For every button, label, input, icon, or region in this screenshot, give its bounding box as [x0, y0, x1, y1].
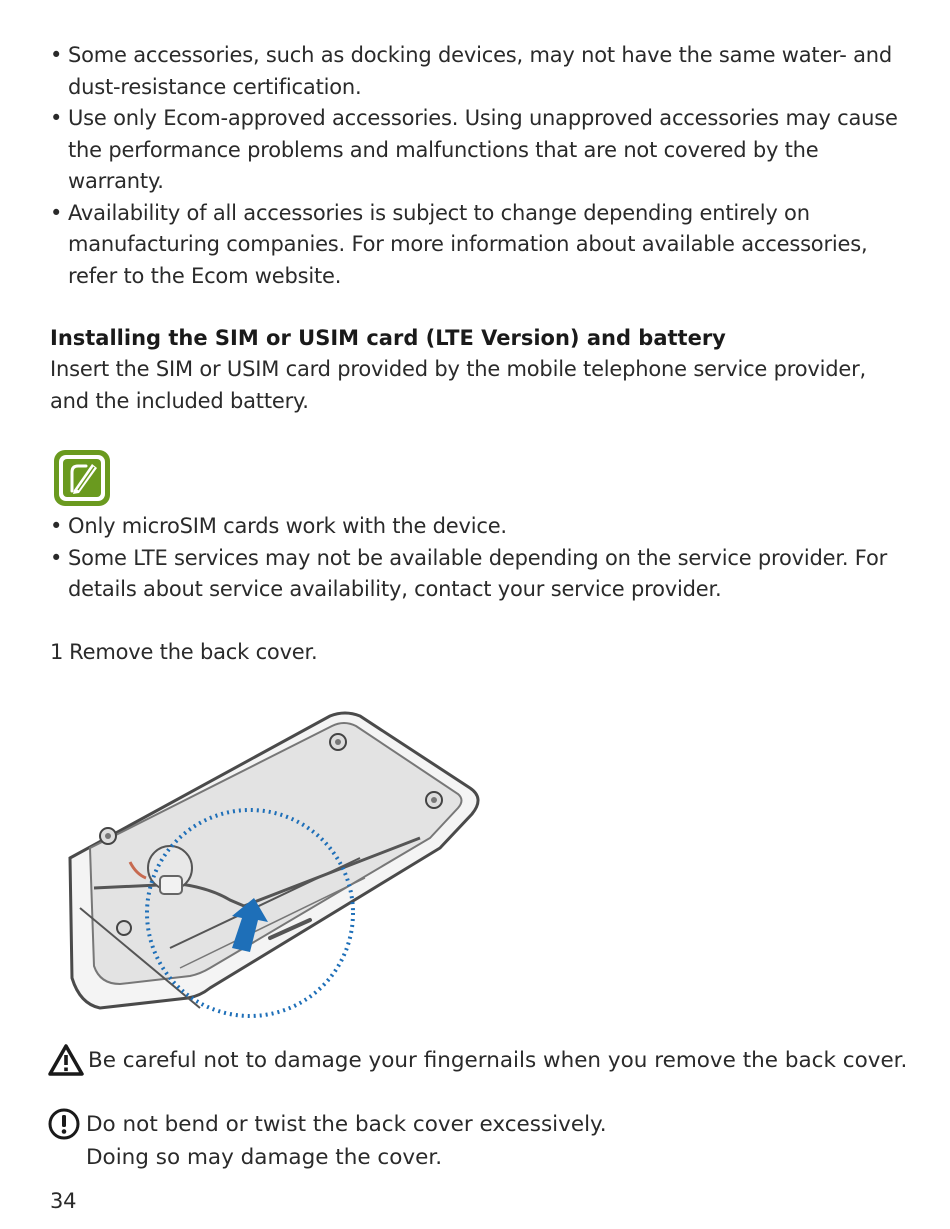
list-item: • Some LTE services may not be available depending on the service provider. For details about service availability, contact your service provider.: [50, 543, 910, 606]
sim-notes-list: [50, 511, 910, 606]
section-heading: Installing the SIM or USIM card (LTE Version) and battery: [50, 326, 726, 350]
step-number: 1: [50, 640, 64, 664]
phone-back-cover-illustration: [60, 708, 490, 1038]
caution-note: [48, 1044, 907, 1077]
notice-line-1: Do not bend or twist the back cover excessively.: [86, 1112, 607, 1137]
exclamation-circle-icon: [48, 1108, 80, 1140]
warning-triangle-icon: [48, 1044, 84, 1076]
note-pencil-icon: [52, 448, 112, 508]
step-text: Remove the back cover.: [69, 640, 318, 664]
step-1: [50, 637, 318, 669]
notice-line-2: Doing so may damage the cover.: [86, 1145, 443, 1170]
notice-note: [48, 1108, 607, 1174]
accessory-notes-list: [50, 40, 910, 292]
list-item: • Some accessories, such as docking devices, may not have the same water- and dust-resistance certification.: [50, 40, 910, 103]
list-item: • Only microSIM cards work with the device.: [50, 511, 910, 543]
list-item: • Availability of all accessories is subject to change depending entirely on manufacturing companies. For more information about available accessories, refer to the Ecom website.: [50, 198, 910, 293]
section-intro: Insert the SIM or USIM card provided by the mobile telephone service provider, and the included battery.: [50, 357, 867, 413]
list-item: • Use only Ecom-approved accessories. Using unapproved accessories may cause the performance problems and malfunctions that are not covered by the warranty.: [50, 103, 910, 198]
caution-text: Be careful not to damage your fingernails when you remove the back cover.: [88, 1048, 908, 1073]
page-number: 34: [50, 1189, 77, 1213]
